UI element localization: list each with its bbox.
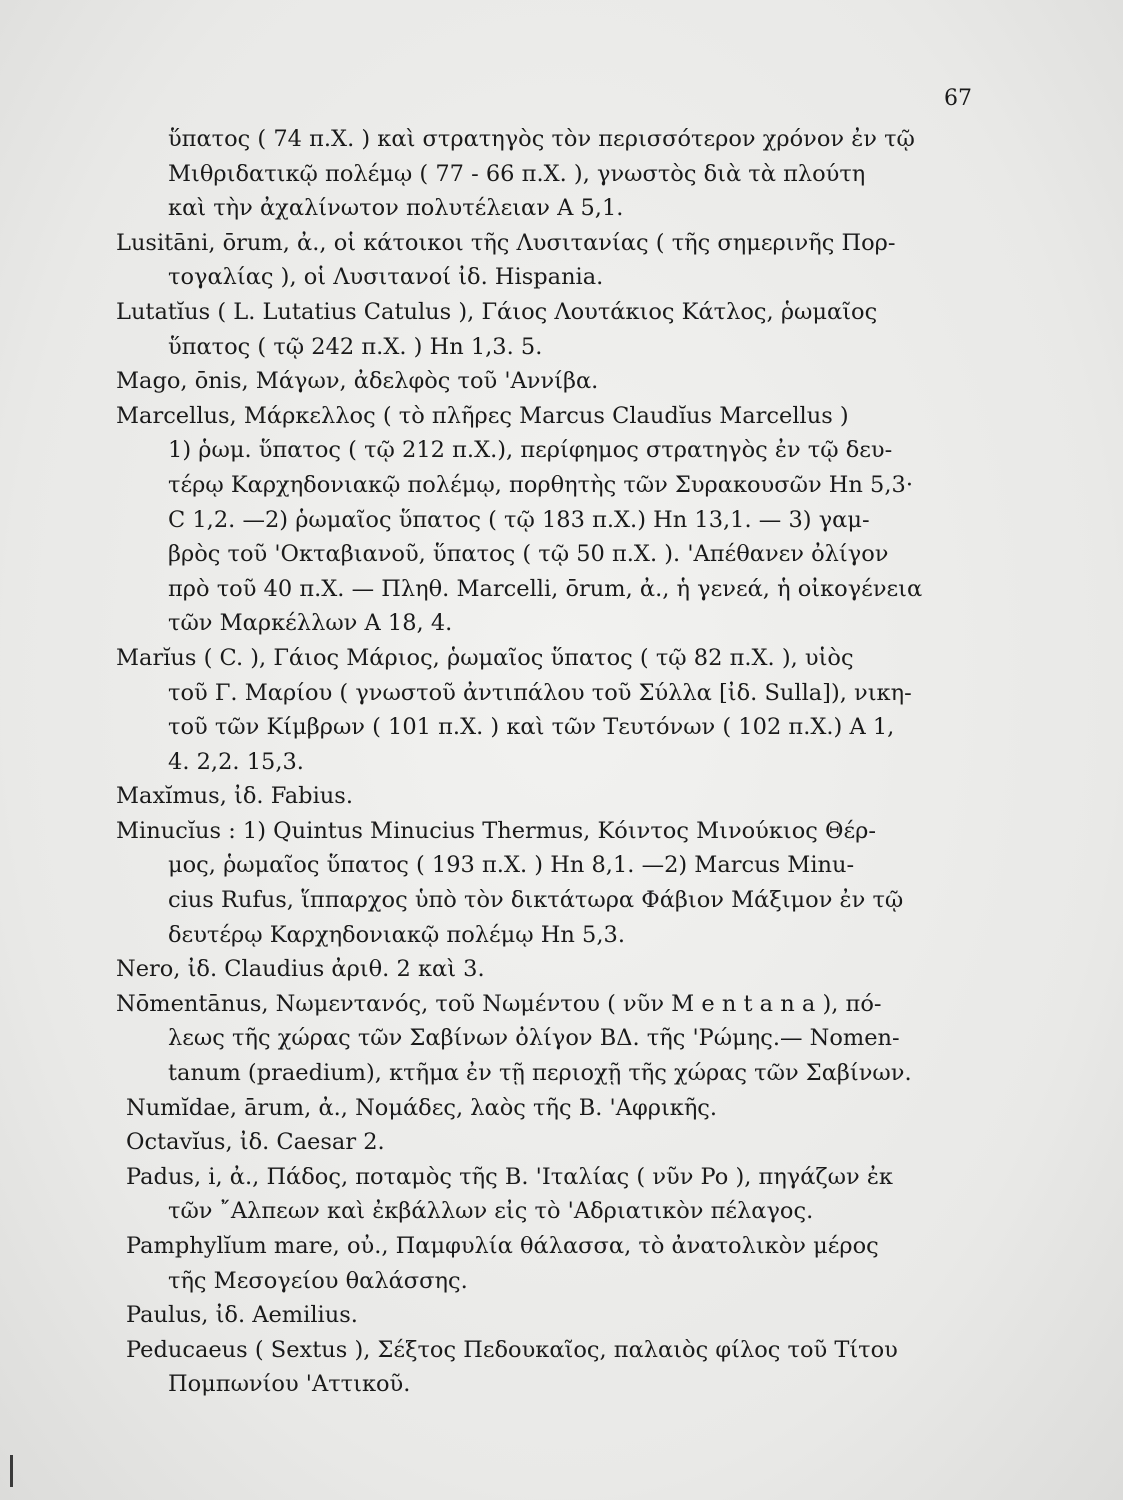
entry-line: Peducaeus ( Sextus ), Σέξτος Πεδουκαῖος, παλαιὸς φίλος τοῦ Τίτου (126, 1336, 898, 1363)
entry-line: Pamphylĭum mare, οὐ., Παμφυλία θάλασσα, τὸ ἀνατολικὸν μέρος (126, 1233, 879, 1259)
entry-line: βρὸς τοῦ 'Οκταβιανοῦ, ὕπατος ( τῷ 50 π.Χ. ). 'Απέθανεν ὀλίγον (168, 541, 889, 568)
entry-line: τῆς Μεσογείου θαλάσσης. (168, 1267, 468, 1294)
entry-nero (116, 952, 952, 987)
entry-line: Lutatĭus ( L. Lutatius Catulus ), Γάιος Λουτάκιος Κάτλος, ῥωμαῖος (116, 298, 878, 325)
binding-edge-mark (10, 1455, 13, 1487)
entry-marcellus (116, 399, 952, 641)
entry-line: τοῦ τῶν Κίμβρων ( 101 π.Χ. ) καὶ τῶν Τευτόνων ( 102 π.Χ.) Α 1, (168, 714, 895, 741)
entry-numidae (116, 1091, 952, 1126)
entry-line: Μιθριδατικῷ πολέμῳ ( 77 - 66 π.Χ. ), γνωστὸς διὰ τὰ πλούτη (168, 160, 866, 187)
entry-line: μος, ῥωμαῖος ὕπατος ( 193 π.Χ. ) Hn 8,1. —2) Marcus Minu- (168, 852, 855, 879)
entry-octavius (116, 1125, 952, 1160)
glossary-entries (116, 122, 952, 1402)
entry-line: Minucĭus : 1) Quintus Minucius Thermus, Κόιντος Μινούκιος Θέρ- (116, 817, 876, 844)
entry-nomentanus (116, 987, 952, 1091)
entry-lusitani (116, 226, 952, 295)
entry-line: Πομπωνίου 'Αττικοῦ. (168, 1371, 411, 1398)
entry-line: Numĭdae, ārum, ἀ., Νομάδες, λαὸς τῆς Β. 'Αφρικῆς. (126, 1094, 718, 1121)
entry-line: λεως τῆς χώρας τῶν Σαβίνων ὀλίγον ΒΔ. τῆς 'Ρώμης.— Nomen- (168, 1025, 900, 1052)
entry-line: tanum (praedium), κτῆμα ἐν τῇ περιοχῇ τῆς χώρας τῶν Σαβίνων. (168, 1060, 912, 1087)
entry-line: Mago, ōnis, Μάγων, ἀδελφὸς τοῦ 'Αννίβα. (116, 368, 599, 395)
entry-marius (116, 641, 952, 779)
entry-line: Paulus, ἰδ. Aemilius. (126, 1302, 358, 1329)
entry-maximus (116, 779, 952, 814)
entry-minucius (116, 814, 952, 952)
entry-peducaeus (116, 1333, 952, 1402)
page-number: 67 (944, 86, 972, 111)
entry-paulus (116, 1298, 952, 1333)
entry-line: καὶ τὴν ἀχαλίνωτον πολυτέλειαν Α 5,1. (168, 195, 624, 222)
entry-line: Lusitāni, ōrum, ἀ., οἱ κάτοικοι τῆς Λυσιτανίας ( τῆς σημερινῆς Πορ- (116, 229, 896, 256)
entry-line: ὕπατος ( τῷ 242 π.Χ. ) Hn 1,3. 5. (168, 333, 543, 360)
entry-pamphylium (116, 1229, 952, 1298)
entry-line: Marcellus, Μάρκελλος ( τὸ πλῆρες Marcus Claudĭus Marcellus ) (116, 402, 849, 429)
entry-lutatius (116, 295, 952, 364)
entry-line: Nōmentānus, Νωμεντανός, τοῦ Νωμέντου ( νῦν M e n t a n a ), πό- (116, 990, 882, 1017)
entry-line: ὕπατος ( 74 π.Χ. ) καὶ στρατηγὸς τὸν περισσότερον χρόνον ἐν τῷ (168, 126, 915, 152)
entry-line: cius Rufus, ἵππαρχος ὑπὸ τὸν δικτάτωρα Φάβιον Μάξιμον ἐν τῷ (168, 887, 904, 914)
entry-line: C 1,2. —2) ῥωμαῖος ὕπατος ( τῷ 183 π.Χ.) Hn 13,1. — 3) γαμ- (168, 506, 870, 533)
entry-line: 1) ῥωμ. ὕπατος ( τῷ 212 π.Χ.), περίφημος στρατηγὸς ἐν τῷ δευ- (168, 437, 893, 464)
entry-line: δευτέρῳ Καρχηδονιακῷ πολέμῳ Hn 5,3. (168, 921, 625, 948)
entry-line: Nero, ἰδ. Claudius ἀριθ. 2 καὶ 3. (116, 956, 485, 983)
entry-mago (116, 364, 952, 399)
entry-line: Marĭus ( C. ), Γάιος Μάριος, ῥωμαῖος ὕπατος ( τῷ 82 π.Χ. ), υἱὸς (116, 644, 854, 671)
entry-line: τοῦ Γ. Μαρίου ( γνωστοῦ ἀντιπάλου τοῦ Σύλλα [ἰδ. Sulla]), νικη- (168, 679, 912, 706)
entry-line: τέρῳ Καρχηδονιακῷ πολέμῳ, πορθητὴς τῶν Συρακουσῶν Hn 5,3· (168, 471, 913, 498)
entry-line: τῶν ῎Αλπεων καὶ ἐκβάλλων εἰς τὸ 'Αδριατικὸν πέλαγος. (168, 1198, 814, 1225)
entry-line: Maxĭmus, ἰδ. Fabius. (116, 783, 353, 810)
entry-line: Octavĭus, ἰδ. Caesar 2. (126, 1129, 385, 1156)
entry-padus (116, 1160, 952, 1229)
entry-line: 4. 2,2. 15,3. (168, 748, 304, 775)
entry-line: Padus, i, ἀ., Πάδος, ποταμὸς τῆς Β. 'Ιταλίας ( νῦν Po ), πηγάζων ἐκ (126, 1163, 893, 1190)
entry-line: τῶν Μαρκέλλων Α 18, 4. (168, 610, 453, 637)
entry-line: τογαλίας ), οἱ Λυσιτανοί ἰδ. Hispania. (168, 264, 604, 291)
entry-continued (116, 122, 952, 226)
entry-line: πρὸ τοῦ 40 π.Χ. — Πληθ. Marcelli, ōrum, ἀ., ἡ γενεά, ἡ οἰκογένεια (168, 575, 923, 602)
